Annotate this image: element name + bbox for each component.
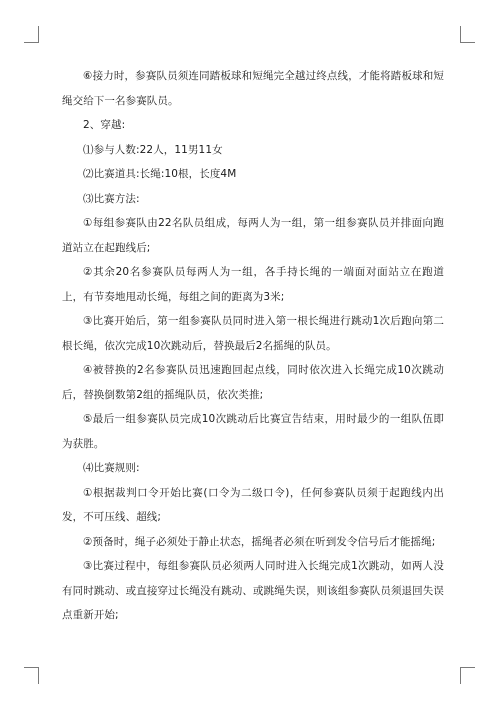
section-heading-crossing: 2、穿越:	[83, 119, 126, 131]
method-item-1: ①每组参赛队由22名队员组成，每两人为一组，第一组参赛队员并排面向跑道站立在起跑线后;	[62, 217, 444, 254]
method-heading: ⑶比赛方法:	[83, 192, 140, 205]
rule-item-2: ②预备时，绳子必须处于静止状态，摇绳者必须在听到发令信号后才能摇绳;	[83, 535, 436, 548]
crop-mark-bottom-left	[24, 667, 39, 684]
rule-item-3: ③比赛过程中，每组参赛队员必须两人同时进入长绳完成1次跳动，如两人没有同时跳动、或直接穿过长绳没有跳动、或跳绳失误，则该组参赛队员须退回失误点重新开始;	[62, 560, 444, 621]
participants-line: ⑴参与人数:22人，11男11女	[83, 143, 223, 156]
method-item-4: ④被替换的2名参赛队员迅速跑回起点线，同时依次进入长绳完成10次跳动后，替换倒数第2组的摇绳队员，依次类推;	[62, 364, 444, 401]
paragraph-relay-handover: ⑥接力时，参赛队员须连同踏板球和短绳完全越过终点线，才能将踏板球和短绳交给下一名参赛队员。	[62, 70, 444, 107]
rule-item-1: ①根据裁判口令开始比赛(口令为二级口令)，任何参赛队员须于起跑线内出发，不可压线、超线;	[62, 486, 444, 523]
crop-mark-bottom-right	[460, 667, 475, 684]
method-item-3: ③比赛开始后，第一组参赛队员同时进入第一根长绳进行跳动1次后跑向第二根长绳，依次完成10次跳动后，替换最后2名摇绳的队员。	[62, 315, 444, 352]
method-item-2: ②其余20名参赛队员每两人为一组，各手持长绳的一端面对面站立在跑道上，有节奏地甩动长绳，每组之间的距离为3米;	[62, 266, 444, 303]
equipment-line: ⑵比赛道具:长绳:10根，长度4M	[83, 168, 237, 180]
crop-mark-top-right	[460, 26, 475, 43]
crop-mark-top-left	[24, 26, 39, 43]
document-body	[62, 64, 444, 628]
rules-heading: ⑷比赛规则:	[83, 462, 140, 474]
method-item-5: ⑤最后一组参赛队员完成10次跳动后比赛宣告结束，用时最少的一组队伍即为获胜。	[62, 413, 444, 450]
